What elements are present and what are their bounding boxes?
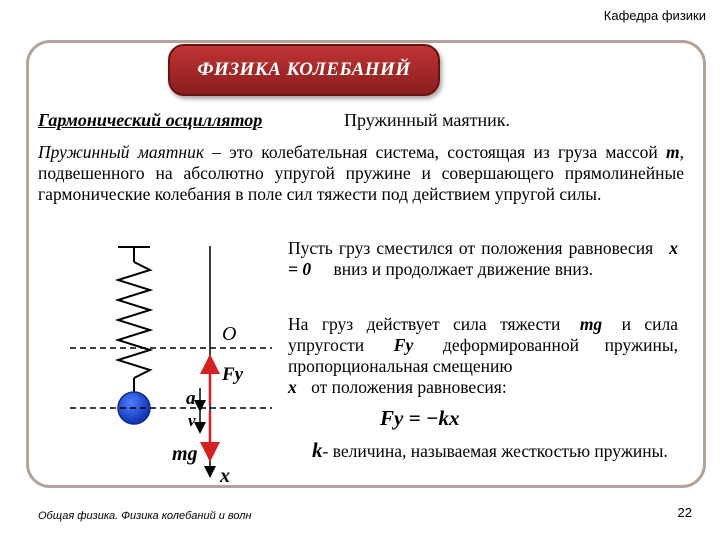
topic-italic: Гармонический осциллятор bbox=[38, 110, 263, 130]
department-label: Кафедра физики bbox=[603, 8, 706, 23]
block2-text-d: от положения равновесия: bbox=[306, 377, 507, 397]
spring-coil bbox=[118, 262, 150, 378]
intro-term: Пружинный маятник bbox=[38, 142, 205, 162]
x-axis-label: x bbox=[220, 465, 230, 487]
block2-text-b: и сила упругости bbox=[288, 314, 679, 355]
fy-label: Fy bbox=[222, 364, 244, 385]
v-label: v bbox=[188, 411, 196, 430]
slide-title: ФИЗИКА КОЛЕБАНИЙ bbox=[197, 59, 411, 80]
stiffness-text: - величина, называемая жесткостью пружины. bbox=[322, 441, 668, 461]
intro-text-a: – это колебательная система, состоящая из груза массой bbox=[204, 142, 666, 162]
mass-symbol: m bbox=[666, 142, 680, 162]
block1-text-b: вниз и продолжает движение вниз. bbox=[329, 259, 593, 279]
displacement-symbol: x bbox=[288, 377, 297, 397]
block2-text-a: На груз действует сила тяжести bbox=[288, 314, 574, 334]
gravity-symbol: mg bbox=[579, 314, 603, 334]
elastic-force-symbol: Fy bbox=[393, 335, 414, 355]
hooke-formula: Fy = −kx bbox=[380, 406, 460, 430]
topic-subheading: Пружинный маятник. bbox=[344, 110, 510, 130]
block2-text-c: деформированной пружины, пропорциональная смещению bbox=[288, 335, 679, 376]
equilibrium-formula: x = 0 bbox=[288, 238, 678, 279]
page-number: 22 bbox=[677, 505, 692, 520]
a-label: a bbox=[186, 388, 196, 409]
stiffness-symbol: k bbox=[312, 438, 323, 462]
block1-text-a: Пусть груз сместился от положения равновесия bbox=[288, 238, 660, 258]
footer-course: Общая физика. Физика колебаний и волн bbox=[38, 510, 252, 522]
origin-label: O bbox=[222, 323, 237, 345]
intro-text-b: , подвешенного на абсолютно упругой пружине и совершающего прямолинейные гармонические колебания в поле сил тяжести под действием упругой силы. bbox=[38, 142, 684, 204]
mg-label: mg bbox=[172, 443, 198, 465]
